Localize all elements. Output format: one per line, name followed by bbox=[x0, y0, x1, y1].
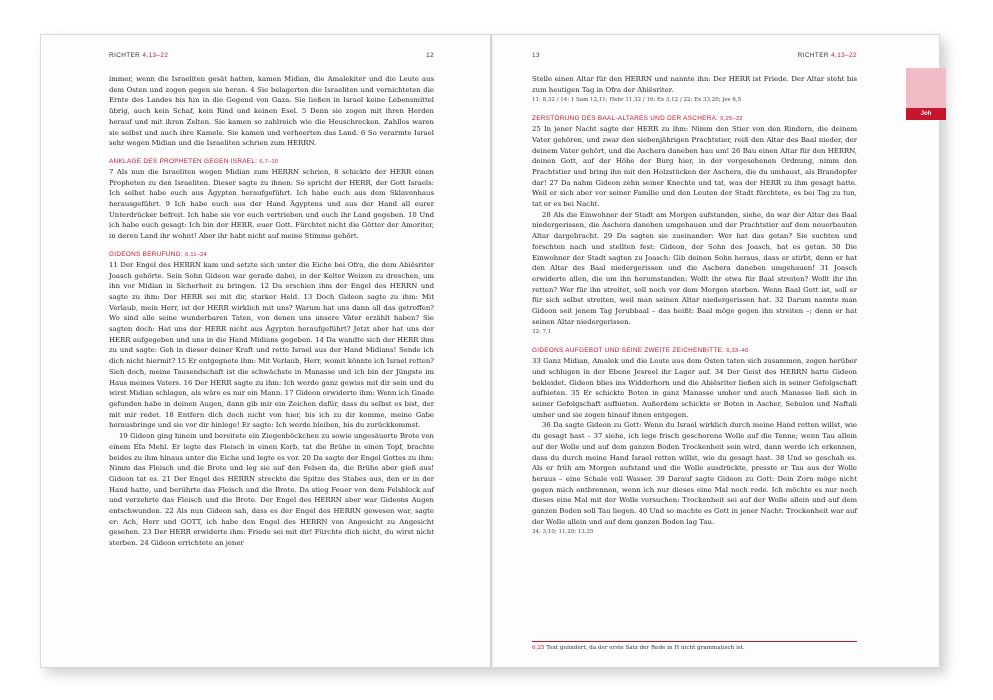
right-header-book: RICHTER bbox=[797, 52, 829, 59]
left-paragraph: immer, wenn die Israeliten gesät hatten, kamen Midian, die Amalekiter und die Leute aus dem Osten und zogen gegen sie heran. 4 Sie belagerten die Israeliten und vernichteten die Ernte des Landes bis hin in die Gegend von Gaza. Sie ließen in Israel keine Lebensmittel übrig, auch kein Schaf, kein Rind und keinen Esel. 5 Denn sie zogen mit ihren Herden herauf und mit ihren Zelten. Sie kamen so zahlreich wie die Heuschrecken. Zahllos waren sie selbst und auch ihre Kamele. Sie kamen und verheerten das Land. 6 So verarmte Israel sehr wegen Midian und die Israeliten schrien zum HERRN. bbox=[109, 75, 434, 148]
section-heading-berufung bbox=[109, 250, 434, 260]
section-text-anklage: 7 Als nun die Israeliten wegen Midian zum HERRN schrien, 8 schickte der HERR einen Propheten zu den Israeliten. Dieser sagte zu ihnen: So spricht der HERR, der Gott Israels: Ich selbst habe euch aus Ägypten heraufgeführt. Ich habe euch aus dem Sklavenhaus herausgeführt. 9 Ich habe euch aus der Hand Ägyptens und aus der Hand all eurer Unterdrücker befreit. Ich habe sie vor euch vertrieben und euch ihr Land gegeben. 10 Und ich habe euch gesagt: Ich bin der HERR, euer Gott. Fürchtet nicht die Götter der Amoriter, in deren Land ihr wohnt! Aber ihr habt nicht auf meine Stimme gehört. bbox=[109, 167, 434, 241]
footnote-text: Text geändert, da der erste Satz der Rede in H nicht grammatisch ist. bbox=[546, 645, 745, 651]
section-text-aufgebot: 33 Ganz Midian, Amalek und die Leute aus dem Osten taten sich zusammen, zogen herüber und schlugen in der Ebene Jesreel ihr Lager auf. 34 Der Geist des HERRN hatte Gideon bekleidet. Gideon blies ins Widderhorn und die Abiësriter ließen sich in seiner Gefolgschaft aufbieten. 35 Er schickte Boten in ganz Manasse umher und auch Manasse ließ sich in seiner Gefolgschaft aufbieten. Außerdem schickte er Boten in Ascher, Sebulon und Naftali umher und sie zogen hinauf ihnen entgegen. bbox=[532, 357, 857, 419]
left-running-header bbox=[109, 8, 434, 72]
footnote-rule bbox=[532, 641, 857, 642]
section-text-aufgebot-cont: 36 Da sagte Gideon zu Gott: Wenn du Israel wirklich durch meine Hand retten willst, wie du gesagt hast – 37 siehe, ich lege frisch geschorene Wolle auf die Tenne; wenn Tau allein auf der Wolle und auf dem ganzen Boden Trockenheit sein wird, dann werde ich erkennen, dass du durch meine Hand Israel retten willst, wie du gesagt hast. 38 Und so geschah es. Als er früh am Morgen aufstand und die Wolle ausdrückte, presste er Tau aus der Wolle heraus – eine Schale voll Wasser. 39 Darauf sagte Gideon zu Gott: Dein Zorn möge nicht gegen mich entbrennen, wenn ich nur dieses eine Mal noch rede. Ich möchte es nur noch dieses eine Mal mit der Wolle versuchen: Trockenheit sei auf der Wolle allein und auf dem ganzen Boden soll Tau liegen. 40 Und so machte es Gott in jener Nacht: Trockenheit war auf der Wolle allein und auf dem ganzen Boden lag Tau. bbox=[532, 421, 857, 526]
section-heading-zerstoerung bbox=[532, 114, 857, 124]
section-ref: 6,11–24 bbox=[185, 251, 207, 258]
thumb-index-block bbox=[906, 68, 946, 108]
thumb-index-tab[interactable]: Joh bbox=[906, 108, 946, 120]
cross-references: 34: 3,10; 11,29; 13,25 bbox=[532, 529, 594, 536]
footnote bbox=[532, 645, 857, 651]
left-header-ref: 4,13–22 bbox=[142, 52, 169, 59]
section-text-berufung-cont: 19 Gideon ging hinein und bereitete ein Ziegenböckchen zu sowie ungesäuerte Brote von einem Efa Mehl. Er legte das Fleisch in einen Korb, tat die Brühe in einen Topf, brachte beides zu ihm hinaus unter die Eiche und legte es vor. 20 Da sagte der Engel Gottes zu ihm: Nimm das Fleisch und die Brote und leg sie auf den Felsen da, die Brühe aber gieß aus! Gideon tat es. 21 Der Engel des HERRN streckte die Spitze des Stabes aus, den er in der Hand hatte, und berührte das Fleisch und die Brote. Da stieg Feuer von dem Felsblock auf und verzehrte das Fleisch und die Brote. Der Engel des HERRN aber war Gideons Augen entschwunden. 22 Als nun Gideon sah, dass es der Engel des HERRN gewesen war, sagte er: Ach, Herr und GOTT, ich habe den Engel des HERRN von Angesicht zu Angesicht gesehen. 23 Der HERR erwiderte ihm: Friede sei mit dir! Fürchte dich nicht, du wirst nicht sterben. 24 Gideon errichtete an jener bbox=[109, 432, 434, 548]
left-page-number: 12 bbox=[426, 52, 434, 59]
section-text-zerstoerung-cont: 28 Als die Einwohner der Stadt am Morgen aufstanden, siehe, da war der Altar des Baal niedergerissen, die Aschera daneben umgehauen und der Prachtstier auf dem neuerbauten Altar dargebracht. 29 Da sagten sie zueinander: Wer hat das getan? Sie suchten und forschten nach und stellten fest: Gideon, der Sohn des Joasch, hat es getan. 30 Die Einwohner der Stadt sagten zu Joasch: Gib deinen Sohn heraus, dass er stirbt, denn er hat den Altar des Baal niedergerissen und die Aschera daneben umgehauen! 31 Joasch erwiderte allen, die um ihn herumstanden: Wollt ihr etwa für Baal streiten? Wollt ihr ihn retten? Wer für ihn streitet, soll noch vor dem Morgen sterben. Wenn Baal Gott ist, soll er für sich selbst streiten, weil man seinen Altar niedergerissen hat. 32 Darum nannte man Gideon seit jenem Tag Jerubbaal – das heißt: Baal möge gegen ihn streiten –; denn er hat seinen Altar niedergerissen. bbox=[532, 210, 857, 326]
right-running-header bbox=[532, 8, 857, 72]
section-heading-aufgebot bbox=[532, 346, 857, 356]
section-heading-anklage bbox=[109, 157, 434, 167]
section-text-berufung: 11 Der Engel des HERRN kam und setzte sich unter die Eiche bei Ofra, die dem Abiësriter Joasch gehörte. Sein Sohn Gideon war gerade dabei, in der Kelter Weizen zu dreschen, um ihn vor Midian in Sicherheit zu bringen. 12 Da erschien ihm der Engel des HERRN und sagte zu ihm: Der HERR sei mit dir, starker Held. 13 Doch Gideon sagte zu ihm: Mit Verlaub, mein Herr, ist der HERR wirklich mit uns? Warum hat uns dann all das getroffen? Wo sind alle seine wunderbaren Taten, von denen uns unsere Väter erzählt haben? Sie sagten doch: Hat uns der HERR nicht aus Ägypten heraufgeführt? Jetzt aber hat uns der HERR aufgegeben und uns in die Hand Midians gegeben. 14 Da wandte sich der HERR ihm zu und sagte: Geh in dieser deiner Kraft und rette Israel aus der Hand Midians! Sende ich dich nicht hiermit? 15 Er entgegnete ihm: Mit Verlaub, Herr, womit könnte ich Israel retten? Sieh doch, meine Tausendschaft ist die schwächste in Manasse und ich bin der Jüngste im Haus meines Vaters. 16 Der HERR sagte zu ihm: Ich werde ganz gewiss mit dir sein und du wirst Midian schlagen, als wäre es nur ein Mann. 17 Gideon erwiderte ihm: Wenn ich Gnade gefunden habe in deinen Augen, dann gib mir ein Zeichen dafür, dass du selbst es bist, der mit mir redet. 18 Entfern dich doch nicht von hier, bis ich zu dir komme, meine Gabe herausbringe und sie vor dir hinlege! Er sagte: Ich werde bleiben, bis du zurückkommst. bbox=[109, 260, 434, 430]
section-ref: 6,25–32 bbox=[720, 116, 743, 123]
footnote-ref: 6,25 bbox=[532, 645, 545, 651]
section-title: ANKLAGE DES PROPHETEN GEGEN ISRAEL: bbox=[109, 157, 258, 165]
section-title: ZERSTÖRUNG DES BAAL-ALTARES UND DER ASCHERA: bbox=[532, 115, 719, 123]
cross-references: 11: 8,32 / 14: 1 Sam 12,11; Hebr 11,32 / 16: Ex 3,12 / 22: Ex 33,20; Jes 6,5 bbox=[532, 97, 742, 104]
section-title: GIDEONS AUFGEBOT UND SEINE ZWEITE ZEICHENBITTE: bbox=[532, 347, 725, 355]
section-text-zerstoerung: 25 In jener Nacht sagte der HERR zu ihm: Nimm den Stier von den Rindern, die deinem Vater gehören, und zwar den siebenjährigen Prachtstier, reiß den Altar des Baal nieder, der deinem Vater gehört, und die Aschera daneben hau um! 26 Bau einen Altar für den HERRN, deinen Gott, auf der Höhe der Burg hier, in der vorgesehenen Ordnung, nimm den Prachtstier und bring ihn mit den Holzstücken der Aschera, die du umhaust, als Brandopfer dar! 27 Da nahm Gideon zehn seiner Knechte und tat, was der HERR zu ihm gesagt hatte. Weil er sich aber vor seiner Familie und den Leuten der Stadt fürchtete, es bei Tag zu tun, tat er es bei Nacht. bbox=[532, 125, 857, 209]
section-ref: 6,7–10 bbox=[259, 158, 279, 165]
section-title: GIDEONS BERUFUNG: bbox=[109, 250, 183, 258]
cross-references: 32: 7,1 bbox=[532, 329, 552, 336]
right-header-title bbox=[798, 52, 857, 59]
left-page bbox=[109, 8, 434, 549]
right-intro-text: Stelle einen Altar für den HERRN und nannte ihn: Der HERR ist Friede. Der Altar steht bis zum heutigen Tag in Ofra der Abiësriter. bbox=[532, 75, 857, 94]
left-header-title bbox=[109, 52, 168, 59]
left-header-book: RICHTER bbox=[109, 52, 141, 59]
right-page bbox=[532, 8, 857, 538]
right-page-number: 13 bbox=[532, 52, 540, 59]
right-header-ref: 4,13–22 bbox=[831, 52, 857, 59]
section-ref: 6,33–40 bbox=[726, 348, 749, 355]
book-spine-highlight bbox=[492, 35, 493, 667]
